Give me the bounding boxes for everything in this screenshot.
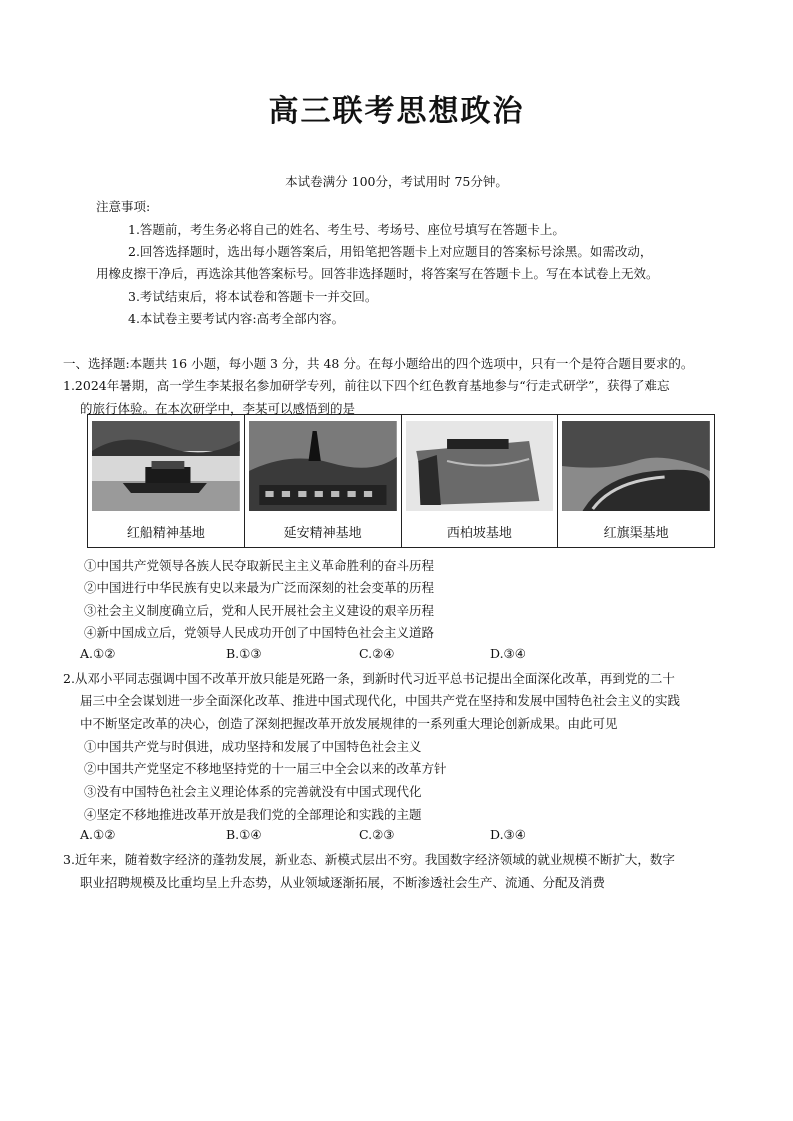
q1-stem-line-2: 的旅行体验。在本次研学中，李某可以感悟到的是 — [80, 401, 356, 416]
image-cell-hongqi — [558, 415, 715, 548]
image-cell-xibaipo — [401, 415, 558, 548]
notice-heading: 注意事项: — [96, 199, 151, 214]
q2-stem-line-2: 届三中全会谋划进一步全面深化改革、推进中国式现代化，中国共产党在坚持和发展中国特色社会主义的实践 — [80, 693, 681, 708]
q1-statement-2: ②中国进行中华民族有史以来最为广泛而深刻的社会变革的历程 — [84, 580, 435, 595]
q2-statement-4: ④坚定不移地推进改革开放是我们党的全部理论和实践的主题 — [84, 807, 422, 822]
q2-statement-1: ①中国共产党与时俱进，成功坚持和发展了中国特色社会主义 — [84, 739, 422, 754]
image-cell-yanan — [244, 415, 401, 548]
q2-options — [80, 827, 526, 842]
q2-statement-3: ③没有中国特色社会主义理论体系的完善就没有中国式现代化 — [84, 784, 422, 799]
q2-option-a[interactable]: A.①② — [80, 827, 116, 842]
caption-yanan: 延安精神基地 — [283, 526, 362, 541]
q1-stem-line-1: 1.2024年暑期，高一学生李某报名参加研学专列，前往以下四个红色教育基地参与“行走式研学”，获得了难忘 — [63, 378, 670, 393]
q1-image-table — [87, 414, 715, 548]
q1-option-d[interactable]: D.③④ — [490, 646, 526, 661]
q1-option-b[interactable]: B.①③ — [226, 646, 262, 661]
section-heading: 一、选择题:本题共 16 小题，每小题 3 分，共 48 分。在每小题给出的四个选项中，只有一个是符合题目要求的。 — [63, 356, 694, 371]
image-cell-red-boat — [88, 415, 245, 548]
q3-stem-line-2: 职业招聘规模及比重均呈上升态势，从业领域逐渐拓展，不断渗透社会生产、流通、分配及消费 — [80, 875, 606, 890]
hongqi-canal-photo — [562, 421, 710, 511]
q1-options — [80, 646, 526, 661]
q2-option-d[interactable]: D.③④ — [490, 827, 526, 842]
q1-statement-3: ③社会主义制度确立后，党和人民开展社会主义建设的艰辛历程 — [84, 603, 435, 618]
caption-hongqi: 红旗渠基地 — [603, 526, 669, 541]
q2-option-b[interactable]: B.①④ — [226, 827, 262, 842]
q1-statement-1: ①中国共产党领导各族人民夺取新民主主义革命胜利的奋斗历程 — [84, 558, 435, 573]
q2-stem-line-3: 中不断坚定改革的决心，创造了深刻把握改革开放发展规律的一系列重大理论创新成果。由此可见 — [80, 716, 618, 731]
notice-item-1: 1.答题前，考生务必将自己的姓名、考生号、考场号、座位号填写在答题卡上。 — [128, 222, 565, 237]
yanan-pagoda-photo — [249, 421, 397, 511]
notice-item-2-cont: 用橡皮擦干净后，再选涂其他答案标号。回答非选择题时，将答案写在答题卡上。写在本试卷上无效。 — [96, 266, 659, 281]
page-title: 高三联考思想政治 — [268, 94, 525, 129]
notice-item-3: 3.考试结束后，将本试卷和答题卡一并交回。 — [128, 289, 378, 304]
q1-option-a[interactable]: A.①② — [80, 646, 116, 661]
caption-red-boat: 红船精神基地 — [126, 526, 205, 541]
notice-item-2: 2.回答选择题时，选出每小题答案后，用铅笔把答题卡上对应题目的答案标号涂黑。如需改动， — [128, 244, 653, 259]
q3-stem-line-1: 3.近年来，随着数字经济的蓬勃发展，新业态、新模式层出不穷。我国数字经济领域的就业规模不断扩大，数字 — [63, 852, 675, 867]
exam-info: 本试卷满分 100分，考试用时 75分钟。 — [285, 174, 508, 189]
q2-statement-2: ②中国共产党坚定不移地坚持党的十一届三中全会以来的改革方针 — [84, 761, 447, 776]
red-boat-photo — [92, 421, 240, 511]
notice-item-4: 4.本试卷主要考试内容:高考全部内容。 — [128, 311, 345, 326]
q2-stem-line-1: 2.从邓小平同志强调中国不改革开放只能是死路一条，到新时代习近平总书记提出全面深化改革，再到党的二十 — [63, 671, 675, 686]
caption-xibaipo: 西柏坡基地 — [446, 526, 512, 541]
q1-option-c[interactable]: C.②④ — [359, 646, 395, 661]
q1-statement-4: ④新中国成立后，党领导人民成功开创了中国特色社会主义道路 — [84, 625, 435, 640]
q2-option-c[interactable]: C.②③ — [359, 827, 395, 842]
xibaipo-monument-photo — [406, 421, 554, 511]
